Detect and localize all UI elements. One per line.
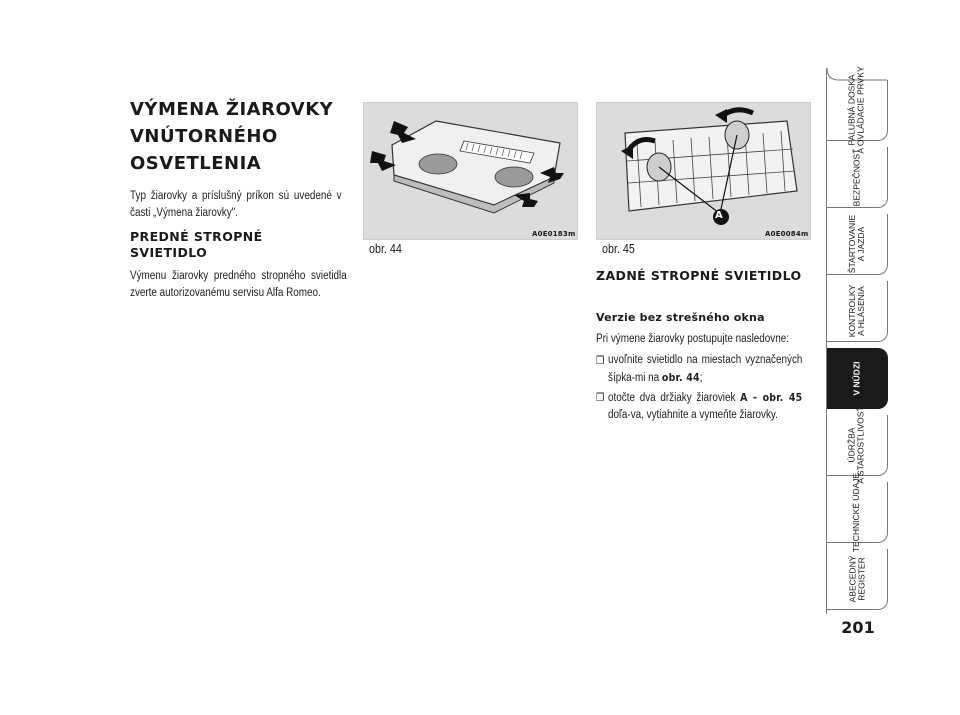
title-line: VNÚTORNÉHO bbox=[130, 126, 278, 147]
section-title bbox=[130, 96, 340, 177]
checkbox-bullet-icon: ❒ bbox=[596, 391, 605, 404]
item-text: otočte dva držiaky žiaroviek bbox=[608, 392, 736, 404]
figure-44-illustration bbox=[363, 102, 578, 240]
tab-label: BEZPEČNOSŤ bbox=[851, 148, 862, 206]
tab-warning-lights[interactable] bbox=[827, 281, 888, 342]
list-item-text bbox=[608, 352, 802, 387]
figure-45-illustration bbox=[596, 102, 811, 240]
tab-label: ÚDRŽBA A STAROSTLIVOSŤ bbox=[847, 406, 866, 484]
tab-maintenance[interactable] bbox=[827, 406, 888, 484]
list-item bbox=[596, 352, 802, 387]
heading-line: PREDNÉ STROPNÉ bbox=[130, 229, 263, 244]
item-text: uvoľnite svietidlo na miestach vyznačených šípka-mi na bbox=[608, 354, 803, 384]
tab-label: TECHNICKÉ ÚDAJE bbox=[851, 472, 862, 552]
title-line: VÝMENA ŽIAROVKY bbox=[130, 99, 334, 120]
tab-label: KONTROLKY A HLÁSENIA bbox=[847, 284, 866, 338]
instructions-lead: Pri výmene žiarovky postupujte nasledovne: bbox=[596, 333, 789, 345]
tab-label: ABECEDNÝ REGISTER bbox=[846, 555, 866, 603]
item-end: doľa-va, vytiahnite a vymeňte žiarovky. bbox=[608, 409, 778, 421]
tab-label: PALUBNÁ DOSKA A OVLÁDACIE PRVKY bbox=[847, 66, 866, 154]
lamp-holders-drawing bbox=[597, 103, 810, 239]
item-end: ; bbox=[699, 372, 703, 384]
title-line: OSVETLENIA bbox=[130, 153, 262, 174]
tab-label: V NÚDZI bbox=[851, 361, 862, 395]
rear-lamp-instructions bbox=[596, 331, 802, 424]
rear-lamp-subtitle: Verzie bez strešného okna bbox=[596, 311, 765, 324]
intro-paragraph: Typ žiarovky a príslušný príkon sú uvedené v časti „Výmena žiarovky". bbox=[130, 190, 342, 219]
figure-reference: A - obr. 45 bbox=[740, 391, 803, 404]
tab-index[interactable] bbox=[827, 549, 888, 610]
rear-lamp-heading: ZADNÉ STROPNÉ SVIETIDLO bbox=[596, 268, 802, 283]
front-lamp-heading bbox=[130, 229, 330, 261]
list-item bbox=[596, 389, 802, 424]
figure-code: A0E0183m bbox=[532, 230, 576, 238]
figure-44-caption: obr. 44 bbox=[369, 242, 402, 256]
checkbox-bullet-icon: ❒ bbox=[596, 354, 605, 367]
front-lamp-paragraph: Výmenu žiarovky predného stropného svietidla zverte autorizovanému servisu Alfa Romeo. bbox=[130, 270, 347, 299]
page-number: 201 bbox=[841, 618, 875, 637]
figure-45-caption: obr. 45 bbox=[602, 242, 635, 256]
tab-safety[interactable] bbox=[827, 147, 888, 208]
figure-code: A0E0084m bbox=[765, 230, 809, 238]
marker-a-label: A bbox=[715, 210, 723, 221]
ceiling-lamp-drawing bbox=[364, 103, 577, 239]
figure-reference: obr. 44 bbox=[661, 371, 700, 384]
list-item-text bbox=[608, 389, 802, 424]
tab-technical-data[interactable] bbox=[827, 472, 888, 552]
tab-dashboard[interactable] bbox=[827, 66, 888, 154]
tab-label: ŠTARTOVANIE A JAZDA bbox=[846, 214, 866, 274]
tab-emergency[interactable] bbox=[827, 348, 888, 409]
tab-starting-driving[interactable] bbox=[827, 214, 888, 275]
heading-line: SVIETIDLO bbox=[130, 245, 208, 260]
